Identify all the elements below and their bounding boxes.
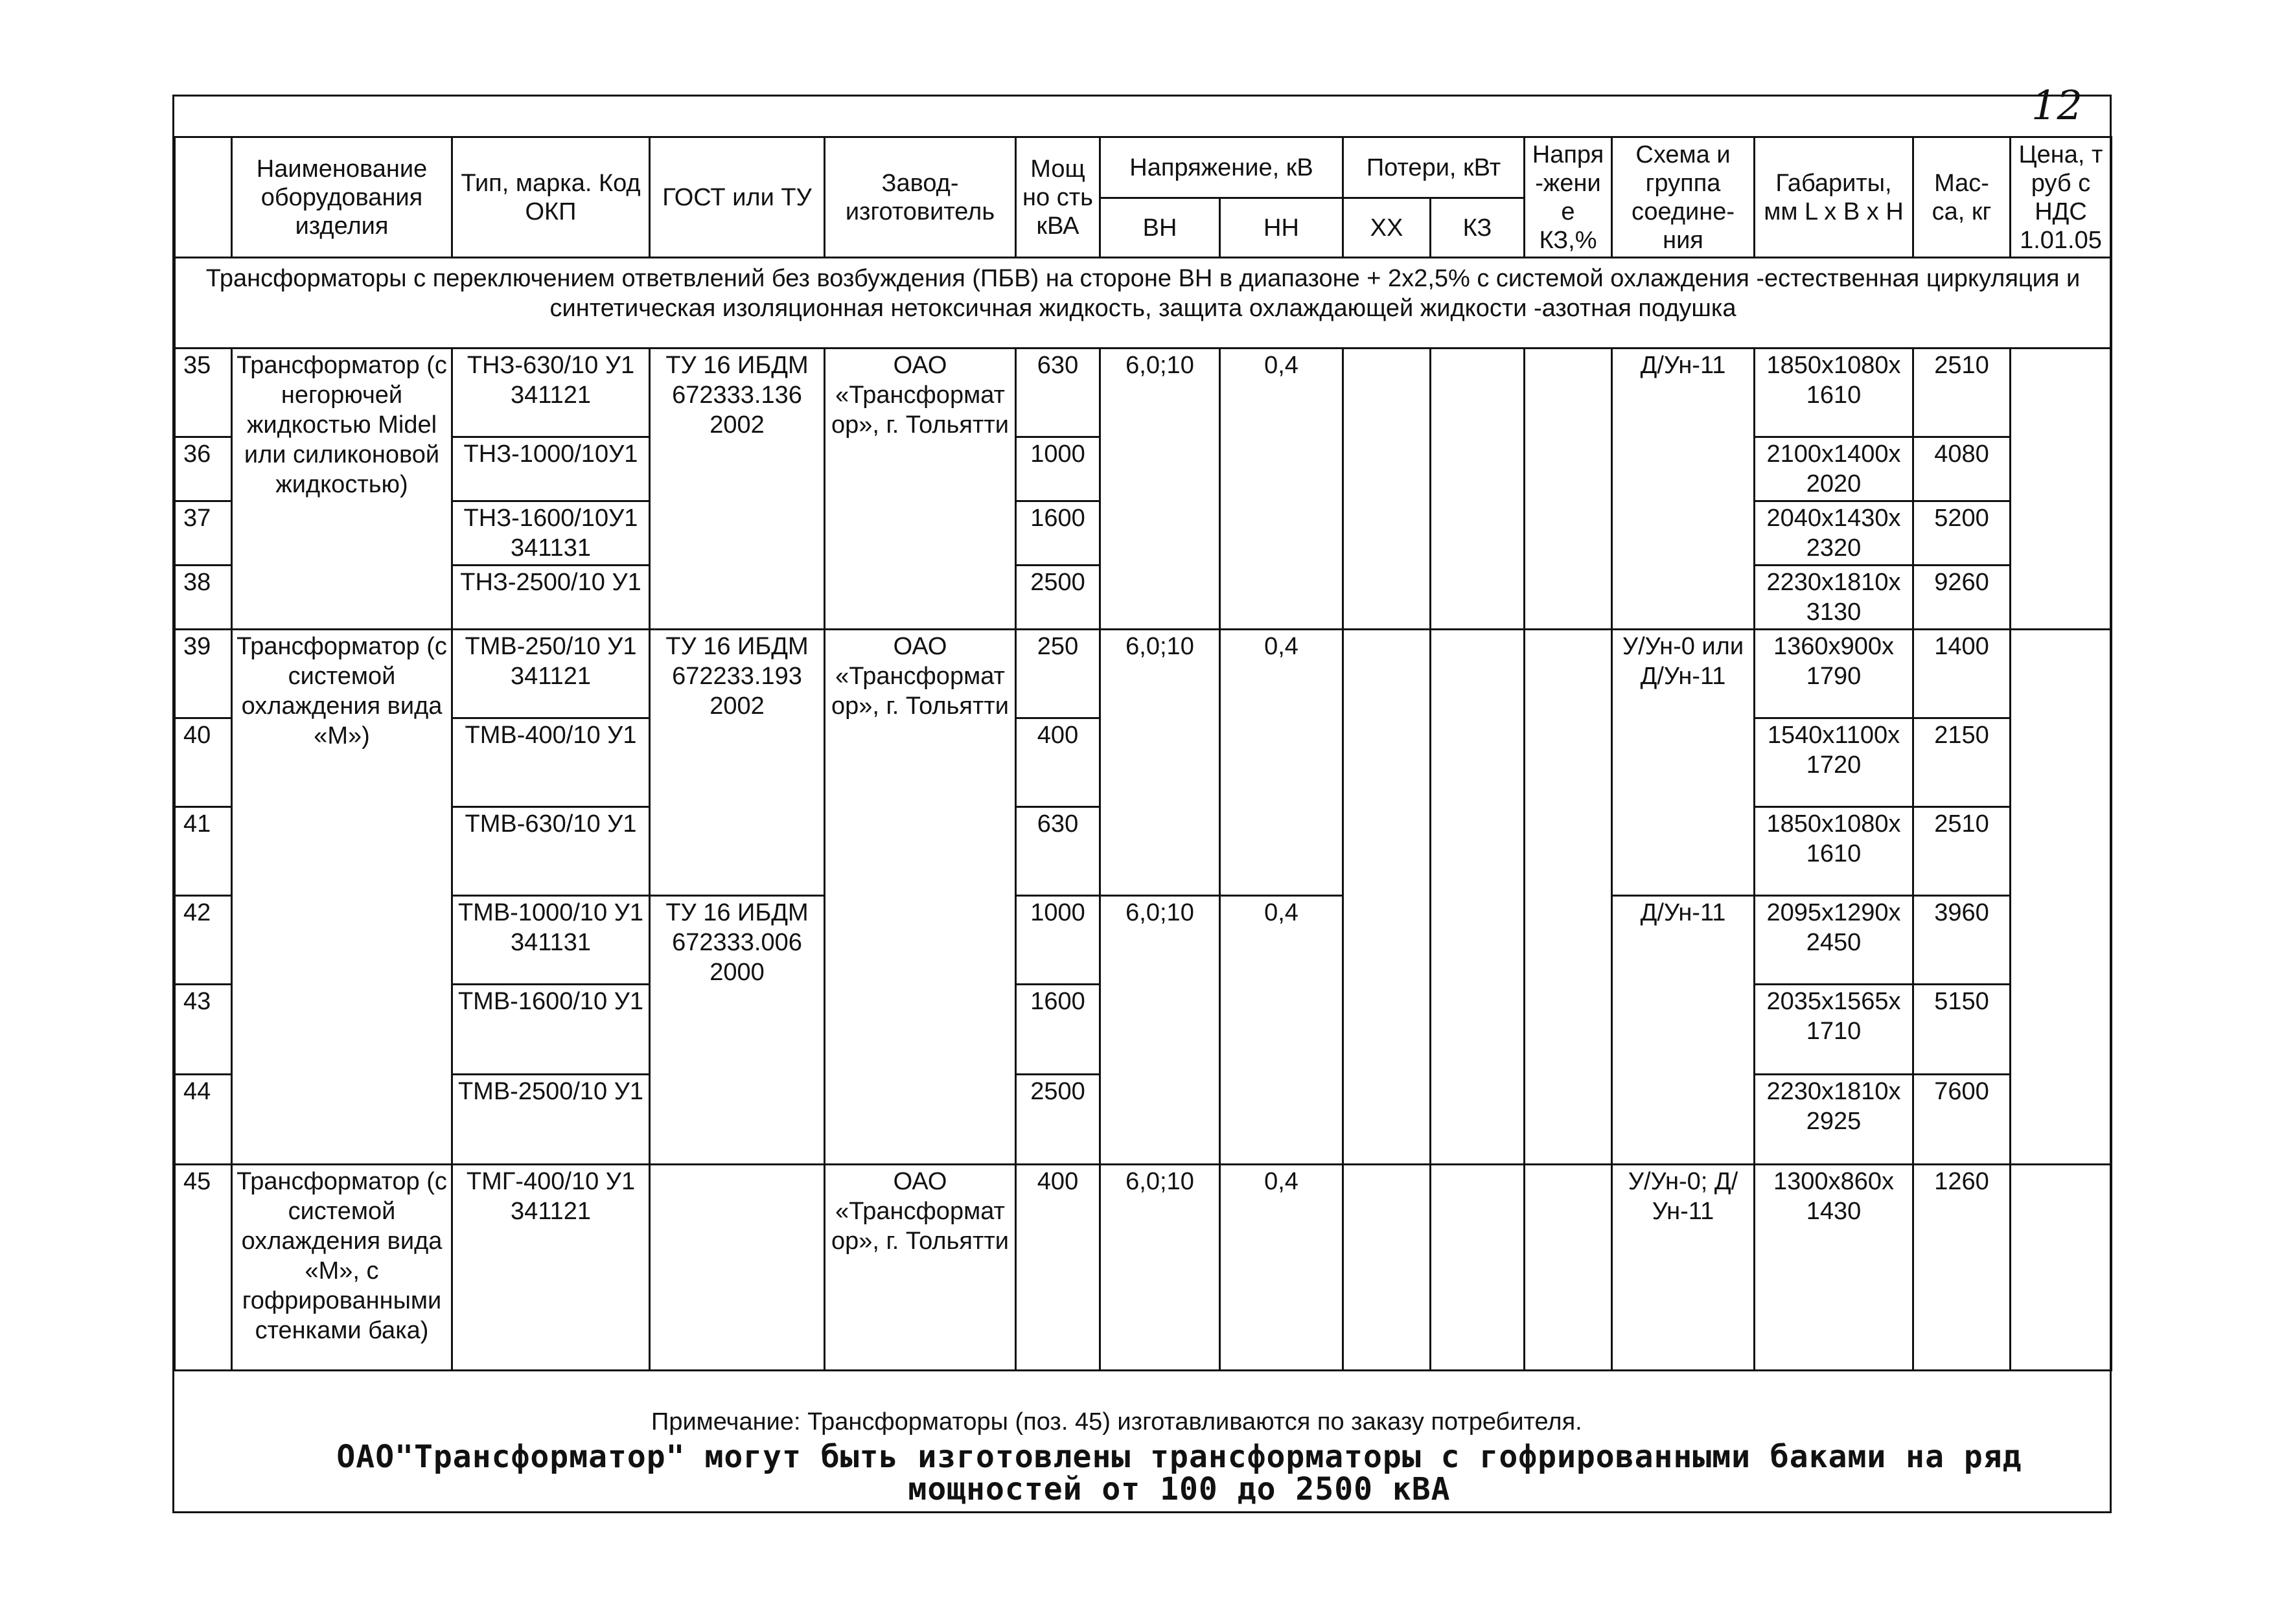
power-kva: 250 — [1016, 630, 1100, 718]
connection-scheme: У/Ун-0; Д/Ун-11 — [1612, 1165, 1755, 1371]
table-row — [175, 896, 2112, 985]
voltage-nn: 0,4 — [1220, 896, 1343, 1165]
power-kva: 2500 — [1016, 566, 1100, 630]
header-power: Мощ но сть кВА — [1016, 137, 1100, 258]
section-title: Трансформаторы с переключением ответвлений без возбуждения (ПБВ) на стороне ВН в диапазоне + 2х2,5% с системой охлаждения -естественная циркуляция и синтетическая изоляционная нетоксичная жидкость, защита охлаждающей жидкости -азотная подушка — [175, 258, 2112, 349]
mass-kg: 2510 — [1913, 807, 2011, 896]
connection-scheme: Д/Ун-11 — [1612, 349, 1755, 630]
dimensions: 1300x860x 1430 — [1755, 1165, 1913, 1371]
header-name: Наименование оборудования изделия — [232, 137, 452, 258]
header-vn: ВН — [1100, 198, 1220, 258]
row-number: 45 — [175, 1165, 232, 1371]
voltage-kz — [1525, 1165, 1612, 1371]
manufacturer: ОАО «Трансформатор», г. Тольятти — [825, 349, 1016, 630]
price — [2011, 349, 2112, 630]
losses-kz — [1431, 1165, 1525, 1371]
voltage-vn: 6,0;10 — [1100, 896, 1220, 1165]
type-code: ТМВ-1600/10 У1 — [452, 985, 650, 1075]
voltage-nn: 0,4 — [1220, 630, 1343, 896]
dimensions: 2035x1565x 1710 — [1755, 985, 1913, 1075]
header-losses: Потери, кВт — [1343, 137, 1525, 198]
dimensions: 2040x1430x 2320 — [1755, 501, 1913, 566]
row-number: 44 — [175, 1075, 232, 1165]
dimensions: 2100x1400x 2020 — [1755, 437, 1913, 501]
row-number: 42 — [175, 896, 232, 985]
equipment-name: Трансформатор (с системой охлаждения вида «М») — [232, 630, 452, 1165]
type-code: ТМВ-250/10 У1 341121 — [452, 630, 650, 718]
power-kva: 1000 — [1016, 896, 1100, 985]
type-code: ТНЗ-1000/10У1 — [452, 437, 650, 501]
type-code: ТМВ-400/10 У1 — [452, 718, 650, 807]
mass-kg: 2510 — [1913, 349, 2011, 437]
mass-kg: 3960 — [1913, 896, 2011, 985]
price — [2011, 630, 2112, 1165]
equipment-name: Трансформатор (с системой охлаждения вида «М», с гофрированными стенками бака) — [232, 1165, 452, 1371]
mass-kg: 1400 — [1913, 630, 2011, 718]
power-kva: 1600 — [1016, 501, 1100, 566]
voltage-kz — [1525, 630, 1612, 1165]
header-num — [175, 137, 232, 258]
dimensions: 1850x1080x 1610 — [1755, 349, 1913, 437]
mass-kg: 7600 — [1913, 1075, 2011, 1165]
row-number: 36 — [175, 437, 232, 501]
type-code: ТНЗ-2500/10 У1 — [452, 566, 650, 630]
specification-table — [174, 136, 2112, 1371]
losses-xx — [1343, 630, 1431, 1165]
row-number: 39 — [175, 630, 232, 718]
type-code: ТНЗ-1600/10У1 341131 — [452, 501, 650, 566]
power-kva: 1600 — [1016, 985, 1100, 1075]
mass-kg: 9260 — [1913, 566, 2011, 630]
type-code: ТМВ-630/10 У1 — [452, 807, 650, 896]
power-kva: 630 — [1016, 349, 1100, 437]
power-kva: 630 — [1016, 807, 1100, 896]
footnote: Примечание: Трансформаторы (поз. 45) изготавливаются по заказу потребителя. — [651, 1408, 1582, 1435]
header-type: Тип, марка. Код ОКП — [452, 137, 650, 258]
connection-scheme: Д/Ун-11 — [1612, 896, 1755, 1165]
header-scheme: Схема и группа соедине-ния — [1612, 137, 1755, 258]
dimensions: 1850x1080x 1610 — [1755, 807, 1913, 896]
row-number: 43 — [175, 985, 232, 1075]
gost-spec — [650, 1165, 825, 1371]
header-dims: Габариты, мм L x B x H — [1755, 137, 1913, 258]
mass-kg: 5200 — [1913, 501, 2011, 566]
row-number: 40 — [175, 718, 232, 807]
header-gost: ГОСТ или ТУ — [650, 137, 825, 258]
typed-remark: ОАО"Трансформатор" могут быть изготовлены трансформаторы с гофрированными баками на ряд мощностей от 100 до 2500 кВА — [336, 1439, 2022, 1507]
mass-kg: 5150 — [1913, 985, 2011, 1075]
type-code: ТМВ-1000/10 У1 341131 — [452, 896, 650, 985]
row-number: 41 — [175, 807, 232, 896]
connection-scheme: У/Ун-0 или Д/Ун-11 — [1612, 630, 1755, 896]
header-xx: ХХ — [1343, 198, 1431, 258]
equipment-name: Трансформатор (с негорючей жидкостью Midel или силиконовой жидкостью) — [232, 349, 452, 630]
type-code: ТНЗ-630/10 У1 341121 — [452, 349, 650, 437]
losses-kz — [1431, 349, 1525, 630]
header-maker: Завод-изготовитель — [825, 137, 1016, 258]
header-mass: Мас-са, кг — [1913, 137, 2011, 258]
mass-kg: 2150 — [1913, 718, 2011, 807]
header-voltage: Напряжение, кВ — [1100, 137, 1343, 198]
losses-kz — [1431, 630, 1525, 1165]
power-kva: 400 — [1016, 718, 1100, 807]
voltage-vn: 6,0;10 — [1100, 349, 1220, 630]
manufacturer: ОАО «Трансформатор», г. Тольятти — [825, 630, 1016, 1165]
mass-kg: 1260 — [1913, 1165, 2011, 1371]
gost-spec: ТУ 16 ИБДМ 672333.136 2002 — [650, 349, 825, 630]
power-kva: 2500 — [1016, 1075, 1100, 1165]
table-row — [175, 1165, 2112, 1371]
table-row — [175, 349, 2112, 437]
price — [2011, 1165, 2112, 1371]
power-kva: 1000 — [1016, 437, 1100, 501]
header-uk: Напря-жение КЗ,% — [1525, 137, 1612, 258]
gost-spec: ТУ 16 ИБДМ 672233.193 2002 — [650, 630, 825, 896]
dimensions: 2095x1290x 2450 — [1755, 896, 1913, 985]
power-kva: 400 — [1016, 1165, 1100, 1371]
row-number: 35 — [175, 349, 232, 437]
type-code: ТМВ-2500/10 У1 — [452, 1075, 650, 1165]
voltage-vn: 6,0;10 — [1100, 1165, 1220, 1371]
page-number: 12 — [2031, 82, 2082, 129]
header-nn: НН — [1220, 198, 1343, 258]
row-number: 37 — [175, 501, 232, 566]
voltage-nn: 0,4 — [1220, 1165, 1343, 1371]
losses-xx — [1343, 1165, 1431, 1371]
table-row — [175, 630, 2112, 718]
voltage-kz — [1525, 349, 1612, 630]
header-kz: КЗ — [1431, 198, 1525, 258]
dimensions: 1540x1100x 1720 — [1755, 718, 1913, 807]
dimensions: 2230x1810x 3130 — [1755, 566, 1913, 630]
mass-kg: 4080 — [1913, 437, 2011, 501]
gost-spec: ТУ 16 ИБДМ 672333.006 2000 — [650, 896, 825, 1165]
losses-xx — [1343, 349, 1431, 630]
header-price: Цена, т руб с НДС 1.01.05 — [2011, 137, 2112, 258]
dimensions: 1360x900x 1790 — [1755, 630, 1913, 718]
row-number: 38 — [175, 566, 232, 630]
type-code: ТМГ-400/10 У1 341121 — [452, 1165, 650, 1371]
voltage-nn: 0,4 — [1220, 349, 1343, 630]
voltage-vn: 6,0;10 — [1100, 630, 1220, 896]
dimensions: 2230x1810x 2925 — [1755, 1075, 1913, 1165]
manufacturer: ОАО «Трансформатор», г. Тольятти — [825, 1165, 1016, 1371]
